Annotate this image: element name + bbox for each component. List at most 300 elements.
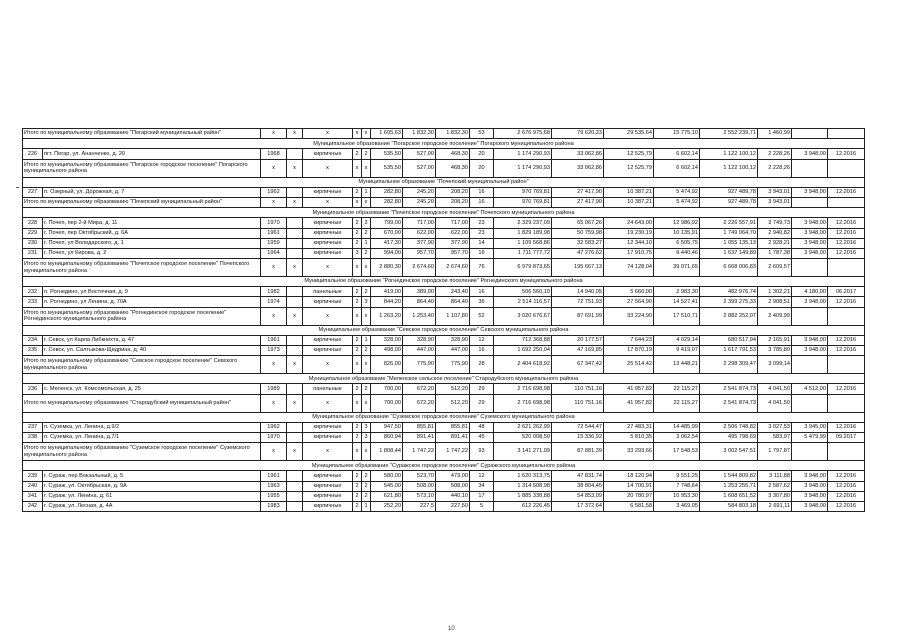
row-number: 230 bbox=[23, 238, 43, 248]
cell-c12: 12 525,79 bbox=[604, 149, 654, 159]
cell-c13: 39 071,65 bbox=[654, 259, 700, 277]
cell-c11: 110 751,16 bbox=[552, 394, 604, 412]
cell-c3: x bbox=[303, 443, 353, 461]
cell-c6: 670,00 bbox=[371, 228, 403, 238]
cell-c15: 3 785,80 bbox=[758, 346, 792, 356]
cell-c15: 3 099,14 bbox=[758, 356, 792, 374]
section-header-row bbox=[23, 139, 865, 149]
cell-c3: кирпичные bbox=[303, 149, 353, 159]
cell-c12: 5 810,35 bbox=[604, 432, 654, 442]
address-cell: г. Почеп, пер Октябрьский, д. 6А bbox=[43, 228, 261, 238]
cell-c5: 2 bbox=[362, 228, 371, 238]
cell-c4: 2 bbox=[353, 471, 362, 481]
address-cell: г. Сураж, пер Вокзальный, д. 5 bbox=[43, 471, 261, 481]
cell-c10: 2 404 618,92 bbox=[494, 356, 552, 374]
cell-c7: 245,20 bbox=[403, 187, 436, 197]
section-title: Муниципальное образование "Рогнединское городское поселение" Рогнединского муниципального района bbox=[23, 277, 865, 287]
cell-c13: 10 135,91 bbox=[654, 228, 700, 238]
cell-c8: 227,50 bbox=[436, 501, 470, 511]
section-header-row bbox=[23, 277, 865, 287]
cell-c12: 33 224,90 bbox=[604, 307, 654, 325]
cell-c7: 447,00 bbox=[403, 346, 436, 356]
cell-c13: 9 419,07 bbox=[654, 346, 700, 356]
cell-c14: 1 122 100,12 bbox=[700, 159, 758, 177]
cell-c11: 14 940,05 bbox=[552, 287, 604, 297]
cell-c12: 41 957,82 bbox=[604, 384, 654, 394]
cell-c1: 1959 bbox=[261, 238, 287, 248]
cell-c12: 33 293,66 bbox=[604, 443, 654, 461]
cell-c16: 3 948,00 bbox=[792, 149, 828, 159]
cell-c5: 1 bbox=[362, 501, 371, 511]
cell-c13: 3 062,54 bbox=[654, 432, 700, 442]
total-label: Итого по муниципальному образованию "Погарский муниципальный район" bbox=[23, 129, 261, 139]
cell-c13: 7 748,64 bbox=[654, 481, 700, 491]
table-row bbox=[23, 238, 865, 248]
cell-c3: кирпичные bbox=[303, 432, 353, 442]
cell-c12: 18 120,94 bbox=[604, 471, 654, 481]
section-title: Муниципальное образование "Суземское городское поселение" Суземского муниципального района bbox=[23, 412, 865, 422]
cell-c13: 6 602,14 bbox=[654, 159, 700, 177]
cell-c13: 6 602,14 bbox=[654, 149, 700, 159]
cell-c10: 1 829 189,98 bbox=[494, 228, 552, 238]
cell-c13: 5 474,92 bbox=[654, 187, 700, 197]
cell-c8: 208,20 bbox=[436, 187, 470, 197]
cell-c6: 252,20 bbox=[371, 501, 403, 511]
cell-c14: 680 517,94 bbox=[700, 335, 758, 345]
cell-c15: 2 908,51 bbox=[758, 297, 792, 307]
cell-c3: x bbox=[303, 394, 353, 412]
cell-c6: 535,50 bbox=[371, 149, 403, 159]
cell-c12: 10 387,21 bbox=[604, 187, 654, 197]
cell-c7: 891,41 bbox=[403, 432, 436, 442]
cell-c8: 622,00 bbox=[436, 228, 470, 238]
row-number: 231 bbox=[23, 248, 43, 258]
cell-c5: 3 bbox=[362, 422, 371, 432]
cell-c9: 20 bbox=[470, 159, 494, 177]
cell-c11: 67 347,42 bbox=[552, 356, 604, 374]
cell-c12: 27 564,90 bbox=[604, 297, 654, 307]
cell-c14: 2 298 309,47 bbox=[700, 356, 758, 374]
cell-c16: 3 948,00 bbox=[792, 228, 828, 238]
cell-c16: 3 948,00 bbox=[792, 481, 828, 491]
cell-c9: 20 bbox=[470, 149, 494, 159]
cell-c12: 19 230,19 bbox=[604, 228, 654, 238]
cell-c16: 3 948,00 bbox=[792, 187, 828, 197]
cell-c5: 2 bbox=[362, 218, 371, 228]
cell-c13: 9 551,25 bbox=[654, 471, 700, 481]
cell-c3: кирпичные bbox=[303, 238, 353, 248]
cell-c15: 3 027,53 bbox=[758, 422, 792, 432]
cell-c7: 245,20 bbox=[403, 197, 436, 207]
table-row bbox=[23, 501, 865, 511]
cell-c17 bbox=[828, 159, 865, 177]
cell-c6: 700,00 bbox=[371, 384, 403, 394]
cell-c17: 12.2016 bbox=[828, 228, 865, 238]
cell-c3: кирпичные bbox=[303, 346, 353, 356]
cell-c12: 20 780,97 bbox=[604, 491, 654, 501]
cell-c13: 5 474,92 bbox=[654, 197, 700, 207]
cell-c16: 3 948,00 bbox=[792, 335, 828, 345]
cell-c17 bbox=[828, 197, 865, 207]
address-cell: г. Почеп, ул Володарского, д. 1 bbox=[43, 238, 261, 248]
cell-c5: 2 bbox=[362, 384, 371, 394]
row-number: 233 bbox=[23, 297, 43, 307]
cell-c14: 1 253 255,71 bbox=[700, 481, 758, 491]
cell-c10: 506 560,10 bbox=[494, 287, 552, 297]
table-row bbox=[23, 422, 865, 432]
cell-c11: 110 751,16 bbox=[552, 384, 604, 394]
address-cell: г. Почеп, ул Кирова, д. 2 bbox=[43, 248, 261, 258]
table-row bbox=[23, 149, 865, 159]
cell-c17: 12.2016 bbox=[828, 471, 865, 481]
cell-c8: 243,40 bbox=[436, 287, 470, 297]
cell-c12: 6 581,58 bbox=[604, 501, 654, 511]
cell-c14: 2 541 874,73 bbox=[700, 394, 758, 412]
cell-c2 bbox=[287, 471, 303, 481]
cell-c3: кирпичные bbox=[303, 335, 353, 345]
cell-c12: 74 128,04 bbox=[604, 259, 654, 277]
cell-c11: 195 667,13 bbox=[552, 259, 604, 277]
cell-c1: 1964 bbox=[261, 248, 287, 258]
row-number: 239 bbox=[23, 471, 43, 481]
cell-c15: 2 928,21 bbox=[758, 238, 792, 248]
cell-c16 bbox=[792, 129, 828, 139]
address-cell: с. Меленск, ул. Комсомольская, д. 25 bbox=[43, 384, 261, 394]
cell-c8: 855,81 bbox=[436, 422, 470, 432]
cell-c7: 1 832,30 bbox=[403, 129, 436, 139]
address-cell: г. Севск, ул. Салтыкова-Щедрина, д. 40 bbox=[43, 346, 261, 356]
cell-c15: 3 111,88 bbox=[758, 471, 792, 481]
cell-c4: x bbox=[353, 307, 362, 325]
cell-c9: 53 bbox=[470, 129, 494, 139]
cell-c11: 32 583,27 bbox=[552, 238, 604, 248]
table-row bbox=[23, 471, 865, 481]
cell-c17: 06.2017 bbox=[828, 287, 865, 297]
row-number: 229 bbox=[23, 228, 43, 238]
cell-c10: 2 716 698,98 bbox=[494, 384, 552, 394]
cell-c10: 970 769,81 bbox=[494, 197, 552, 207]
cell-c7: 508,00 bbox=[403, 481, 436, 491]
cell-c15: 2 609,57 bbox=[758, 259, 792, 277]
cell-c11: 47 831,74 bbox=[552, 471, 604, 481]
cell-c8: 508,00 bbox=[436, 481, 470, 491]
cell-c7: 527,00 bbox=[403, 149, 436, 159]
cell-c5: 2 bbox=[362, 491, 371, 501]
cell-c5: 3 bbox=[362, 432, 371, 442]
cell-c5: 2 bbox=[362, 287, 371, 297]
cell-c4: 2 bbox=[353, 187, 362, 197]
cell-c3: x bbox=[303, 159, 353, 177]
cell-c3: x bbox=[303, 197, 353, 207]
cell-c11: 54 853,09 bbox=[552, 491, 604, 501]
cell-c13: 4 029,14 bbox=[654, 335, 700, 345]
cell-c17: 12.2016 bbox=[828, 187, 865, 197]
table-row bbox=[23, 248, 865, 258]
total-row bbox=[23, 356, 865, 374]
cell-c5: 1 bbox=[362, 187, 371, 197]
cell-c1: x bbox=[261, 197, 287, 207]
section-header-row bbox=[23, 177, 865, 187]
total-row bbox=[23, 394, 865, 412]
cell-c13: 22 115,27 bbox=[654, 394, 700, 412]
cell-c6: 844,20 bbox=[371, 297, 403, 307]
section-header-row bbox=[23, 208, 865, 218]
cell-c6: 1 605,63 bbox=[371, 129, 403, 139]
section-header-row bbox=[23, 374, 865, 384]
cell-c17: 12.2016 bbox=[828, 384, 865, 394]
cell-c7: 717,00 bbox=[403, 218, 436, 228]
cell-c11: 72 751,93 bbox=[552, 297, 604, 307]
cell-c16 bbox=[792, 443, 828, 461]
total-label: Итого по муниципальному образованию "Суземское городское поселение" Суземского муниципального района bbox=[23, 443, 261, 461]
cell-c8: 891,41 bbox=[436, 432, 470, 442]
cell-c9: 12 bbox=[470, 471, 494, 481]
cell-c17 bbox=[828, 129, 865, 139]
cell-c16: 3 948,00 bbox=[792, 491, 828, 501]
cell-c11: 15 336,92 bbox=[552, 432, 604, 442]
cell-c1: 1963 bbox=[261, 481, 287, 491]
cell-c8: 468,30 bbox=[436, 149, 470, 159]
cell-c14: 1 749 064,70 bbox=[700, 228, 758, 238]
address-cell: г. Сураж, ул. Ленина, д. 61 bbox=[43, 491, 261, 501]
cell-c4: x bbox=[353, 259, 362, 277]
cell-c5: x bbox=[362, 197, 371, 207]
total-row bbox=[23, 197, 865, 207]
cell-c1: x bbox=[261, 356, 287, 374]
cell-c13: 3 469,05 bbox=[654, 501, 700, 511]
cell-c16: 3 948,00 bbox=[792, 248, 828, 258]
cell-c14: 2 541 874,73 bbox=[700, 384, 758, 394]
section-header-row bbox=[23, 461, 865, 471]
cell-c10: 2 329 237,09 bbox=[494, 218, 552, 228]
cell-c7: 328,90 bbox=[403, 335, 436, 345]
cell-c5: 3 bbox=[362, 297, 371, 307]
table-row bbox=[23, 335, 865, 345]
cell-c11: 33 062,86 bbox=[552, 149, 604, 159]
cell-c1: 1982 bbox=[261, 287, 287, 297]
row-number: 227 bbox=[23, 187, 43, 197]
cell-c8: 440,10 bbox=[436, 491, 470, 501]
address-cell: п. Рогнедино, ул Восточная, д. 9 bbox=[43, 287, 261, 297]
cell-c16: 3 948,00 bbox=[792, 218, 828, 228]
row-number: 228 bbox=[23, 218, 43, 228]
cell-c12: 17 910,75 bbox=[604, 248, 654, 258]
cell-c5: 2 bbox=[362, 149, 371, 159]
cell-c4: x bbox=[353, 159, 362, 177]
cell-c9: 16 bbox=[470, 346, 494, 356]
cell-c17 bbox=[828, 356, 865, 374]
cell-c14: 2 552 239,71 bbox=[700, 129, 758, 139]
cell-c15: 2 587,62 bbox=[758, 481, 792, 491]
cell-c11: 47 169,85 bbox=[552, 346, 604, 356]
cell-c8: 447,00 bbox=[436, 346, 470, 356]
cell-c17: 12.2016 bbox=[828, 218, 865, 228]
cell-c8: 775,90 bbox=[436, 356, 470, 374]
cell-c2: x bbox=[287, 394, 303, 412]
cell-c3: кирпичные bbox=[303, 297, 353, 307]
section-header-row bbox=[23, 325, 865, 335]
cell-c14: 1 637 149,89 bbox=[700, 248, 758, 258]
cell-c7: 573,10 bbox=[403, 491, 436, 501]
cell-c10: 970 769,81 bbox=[494, 187, 552, 197]
cell-c14: 1 608 651,52 bbox=[700, 491, 758, 501]
cell-c8: 2 674,60 bbox=[436, 259, 470, 277]
row-number: 237 bbox=[23, 422, 43, 432]
cell-c17: 12.2016 bbox=[828, 335, 865, 345]
cell-c2 bbox=[287, 432, 303, 442]
cell-c16 bbox=[792, 259, 828, 277]
cell-c1: 1989 bbox=[261, 384, 287, 394]
section-title: Муниципальное образование "Суражское городское поселение" Суражского муниципального района bbox=[23, 461, 865, 471]
cell-c14: 584 803,18 bbox=[700, 501, 758, 511]
cell-c6: 826,00 bbox=[371, 356, 403, 374]
cell-c8: 512,20 bbox=[436, 394, 470, 412]
cell-c8: 328,90 bbox=[436, 335, 470, 345]
cell-c12: 14 700,91 bbox=[604, 481, 654, 491]
cell-c17: 12.2016 bbox=[828, 297, 865, 307]
cell-c8: 468,30 bbox=[436, 159, 470, 177]
cell-c13: 15 775,10 bbox=[654, 129, 700, 139]
cell-c7: 957,70 bbox=[403, 248, 436, 258]
cell-c11: 27 417,90 bbox=[552, 187, 604, 197]
cell-c17 bbox=[828, 259, 865, 277]
cell-c13: 14 527,41 bbox=[654, 297, 700, 307]
cell-c6: 700,00 bbox=[371, 394, 403, 412]
cell-c13: 22 115,27 bbox=[654, 384, 700, 394]
cell-c2 bbox=[287, 384, 303, 394]
cell-c9: 28 bbox=[470, 356, 494, 374]
table-row bbox=[23, 287, 865, 297]
cell-c10: 612 226,45 bbox=[494, 501, 552, 511]
cell-c9: 36 bbox=[470, 297, 494, 307]
cell-c10: 1 174 290,93 bbox=[494, 159, 552, 177]
address-cell: п. Суземка, ул. Ленина, д.9/2 bbox=[43, 422, 261, 432]
cell-c15: 2 940,82 bbox=[758, 228, 792, 238]
table-row bbox=[23, 346, 865, 356]
cell-c8: 1 107,80 bbox=[436, 307, 470, 325]
cell-c15: 3 749,73 bbox=[758, 218, 792, 228]
cell-c10: 2 514 116,57 bbox=[494, 297, 552, 307]
cell-c17: 09.2017 bbox=[828, 432, 865, 442]
table-row bbox=[23, 491, 865, 501]
cell-c3: панельные bbox=[303, 287, 353, 297]
cell-c2 bbox=[287, 481, 303, 491]
cell-c2: x bbox=[287, 159, 303, 177]
scan-mark bbox=[16, 187, 19, 188]
cell-c17: 12.2016 bbox=[828, 248, 865, 258]
cell-c4: 2 bbox=[353, 218, 362, 228]
cell-c7: 227,5 bbox=[403, 501, 436, 511]
cell-c9: 23 bbox=[470, 218, 494, 228]
cell-c2: x bbox=[287, 129, 303, 139]
cell-c11: 87 881,39 bbox=[552, 443, 604, 461]
cell-c16: 3 948,00 bbox=[792, 501, 828, 511]
cell-c13: 2 983,30 bbox=[654, 287, 700, 297]
cell-c4: x bbox=[353, 129, 362, 139]
cell-c2 bbox=[287, 287, 303, 297]
cell-c14: 927 489,78 bbox=[700, 197, 758, 207]
cell-c14: 495 798,69 bbox=[700, 432, 758, 442]
cell-c6: 498,00 bbox=[371, 346, 403, 356]
cell-c1: 1961 bbox=[261, 228, 287, 238]
cell-c6: 417,30 bbox=[371, 238, 403, 248]
cell-c3: кирпичные bbox=[303, 248, 353, 258]
cell-c6: 282,80 bbox=[371, 187, 403, 197]
cell-c14: 1 544 809,82 bbox=[700, 471, 758, 481]
cell-c5: x bbox=[362, 356, 371, 374]
cell-c10: 1 174 290,93 bbox=[494, 149, 552, 159]
cell-c14: 6 668 006,83 bbox=[700, 259, 758, 277]
page-number: 10 bbox=[448, 626, 455, 632]
cell-c2: x bbox=[287, 197, 303, 207]
cell-c1: x bbox=[261, 159, 287, 177]
cell-c12: 12 525,79 bbox=[604, 159, 654, 177]
cell-c12: 12 344,10 bbox=[604, 238, 654, 248]
cell-c5: 2 bbox=[362, 346, 371, 356]
cell-c6: 580,00 bbox=[371, 471, 403, 481]
section-header-row bbox=[23, 412, 865, 422]
cell-c3: кирпичные bbox=[303, 218, 353, 228]
cell-c10: 1 620 313,75 bbox=[494, 471, 552, 481]
cell-c7: 377,90 bbox=[403, 238, 436, 248]
cell-c3: кирпичные bbox=[303, 422, 353, 432]
cell-c15: 1 787,38 bbox=[758, 248, 792, 258]
cell-c9: 34 bbox=[470, 481, 494, 491]
total-label: Итого по муниципальному образованию "Почепское городское поселение" Почепского муниципального района bbox=[23, 259, 261, 277]
table-row bbox=[23, 432, 865, 442]
cell-c2 bbox=[287, 149, 303, 159]
cell-c15: 4 041,50 bbox=[758, 394, 792, 412]
row-number: 238 bbox=[23, 432, 43, 442]
row-number: 232 bbox=[23, 287, 43, 297]
cell-c6: 535,50 bbox=[371, 159, 403, 177]
cell-c15: 2 409,99 bbox=[758, 307, 792, 325]
cell-c2 bbox=[287, 228, 303, 238]
cell-c4: 2 bbox=[353, 297, 362, 307]
cell-c9: 12 bbox=[470, 335, 494, 345]
cell-c6: 860,94 bbox=[371, 432, 403, 442]
total-row bbox=[23, 259, 865, 277]
row-number: 240 bbox=[23, 481, 43, 491]
address-cell: г. Почеп, пер 2-й Мира, д. 11 bbox=[43, 218, 261, 228]
cell-c8: 512,20 bbox=[436, 384, 470, 394]
cell-c16: 4 512,00 bbox=[792, 384, 828, 394]
table-row bbox=[23, 218, 865, 228]
cell-c16: 3 948,00 bbox=[792, 297, 828, 307]
cell-c1: x bbox=[261, 259, 287, 277]
cell-c5: 2 bbox=[362, 471, 371, 481]
cell-c13: 17 510,71 bbox=[654, 307, 700, 325]
cell-c16 bbox=[792, 307, 828, 325]
cell-c9: 16 bbox=[470, 287, 494, 297]
cell-c10: 520 008,50 bbox=[494, 432, 552, 442]
total-row bbox=[23, 443, 865, 461]
cell-c1: 1974 bbox=[261, 297, 287, 307]
cell-c9: 48 bbox=[470, 422, 494, 432]
cell-c17: 12.2016 bbox=[828, 481, 865, 491]
total-row bbox=[23, 159, 865, 177]
cell-c15: 583,97 bbox=[758, 432, 792, 442]
address-cell: п. Суземка, ул. Ленина, д.7/1 bbox=[43, 432, 261, 442]
cell-c3: x bbox=[303, 356, 353, 374]
cell-c9: 93 bbox=[470, 443, 494, 461]
cell-c3: кирпичные bbox=[303, 501, 353, 511]
table-row bbox=[23, 297, 865, 307]
cell-c2 bbox=[287, 346, 303, 356]
cell-c4: 2 bbox=[353, 432, 362, 442]
cell-c1: 1962 bbox=[261, 422, 287, 432]
cell-c10: 3 020 676,67 bbox=[494, 307, 552, 325]
